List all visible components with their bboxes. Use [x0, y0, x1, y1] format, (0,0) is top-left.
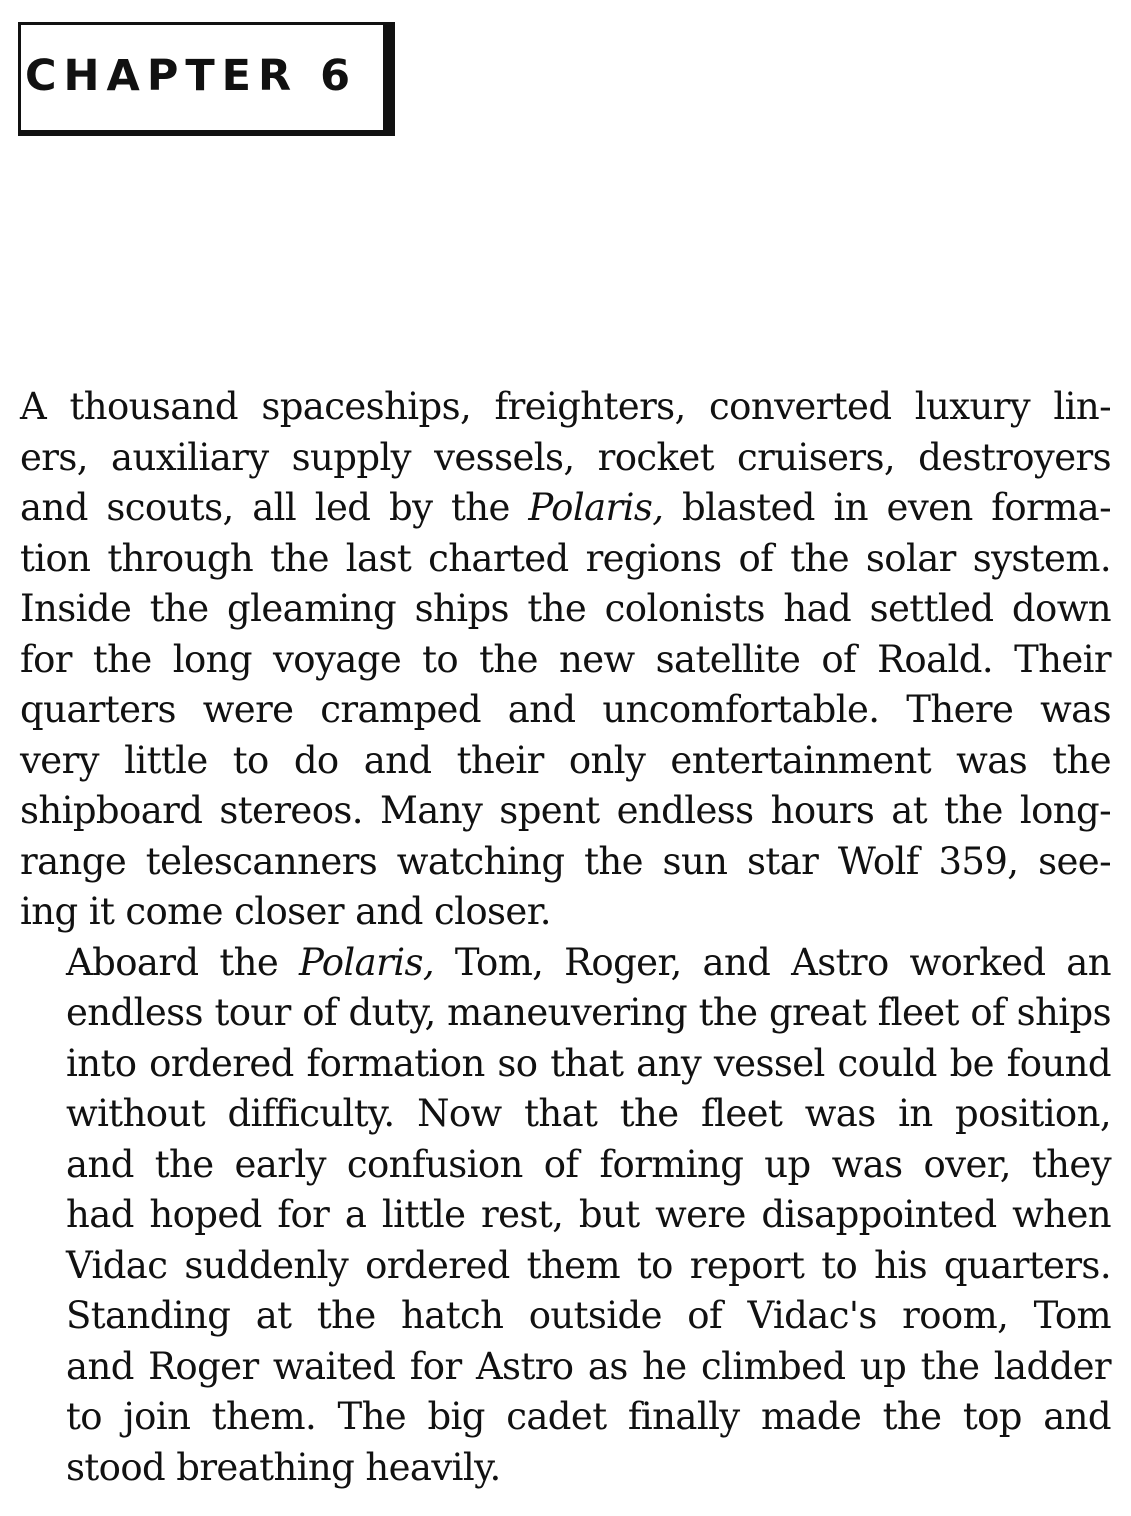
paragraph-2 — [20, 938, 1111, 1292]
text-line: and scouts, all led by the Polaris, blasted in even forma- — [20, 486, 1111, 529]
text-line: into ordered formation so that any vessel could be found — [66, 1041, 1111, 1085]
text-line: shipboard stereos. Many spent endless hours at the long- — [20, 789, 1111, 832]
chapter-title: CHAPTER 6 — [25, 51, 358, 101]
ship-name: Polaris, — [298, 940, 434, 984]
text-line: for the long voyage to the new satellite of Roald. Their — [20, 637, 1111, 681]
paragraph-1 — [20, 382, 1111, 938]
text-line: ing it come closer and closer. — [20, 890, 551, 933]
text-line: Vidac suddenly ordered them to report to his quarters. — [66, 1243, 1111, 1287]
text-line: endless tour of duty, maneuvering the great fleet of ships — [66, 991, 1111, 1034]
text-line: and the early confusion of forming up was over, they — [66, 1142, 1111, 1186]
text-line: had hoped for a little rest, but were disappointed when — [66, 1193, 1111, 1236]
text-line: Aboard the Polaris, Tom, Roger, and Astro worked an — [66, 940, 1111, 984]
chapter-body — [20, 382, 1111, 1493]
text-line: A thousand spaceships, freighters, converted luxury lin- — [20, 385, 1111, 428]
text-line: and Roger waited for Astro as he climbed up the ladder — [66, 1344, 1111, 1388]
paragraph-3 — [20, 1291, 1111, 1493]
text-line: Standing at the hatch outside of Vidac's room, Tom — [66, 1294, 1111, 1337]
text-line: Inside the gleaming ships the colonists had settled down — [20, 587, 1111, 630]
text-line: ers, auxiliary supply vessels, rocket cruisers, destroyers — [20, 435, 1111, 479]
text-line: range telescanners watching the sun star Wolf 359, see- — [20, 839, 1111, 883]
text-line: stood breathing heavily. — [66, 1445, 501, 1489]
text-line: quarters were cramped and uncomfortable. There was — [20, 688, 1111, 731]
text-line: to join them. The big cadet finally made the top and — [66, 1395, 1111, 1438]
text-line: without difficulty. Now that the fleet was in position, — [66, 1092, 1111, 1135]
chapter-heading-box — [18, 22, 395, 136]
ship-name: Polaris, — [528, 486, 664, 529]
text-line: very little to do and their only entertainment was the — [20, 738, 1111, 782]
text-line: tion through the last charted regions of the solar system. — [20, 536, 1111, 580]
